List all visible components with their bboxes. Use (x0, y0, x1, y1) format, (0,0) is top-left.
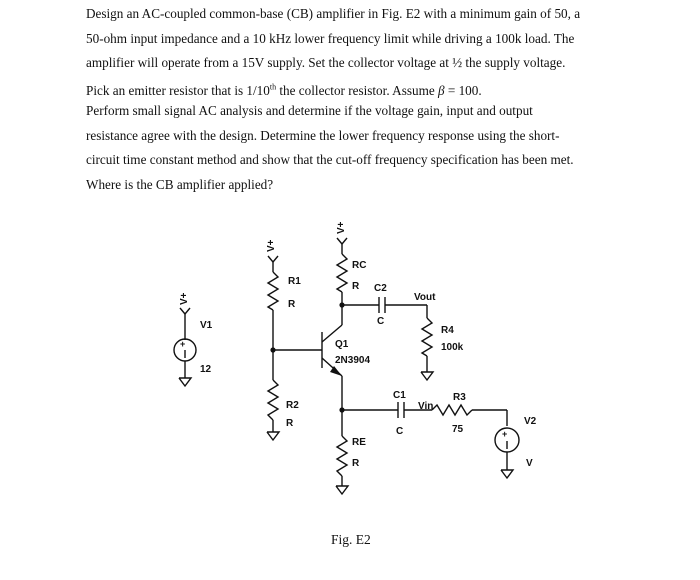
r1-value-label: R (288, 299, 296, 310)
problem-line: Perform small signal AC analysis and determine if the voltage gain, input and output (86, 103, 533, 118)
v2-source (495, 428, 519, 478)
vplus-supply-v1 (179, 292, 190, 314)
problem-line: resistance agree with the design. Determine the lower frequency response using the short- (86, 127, 560, 143)
problem-line: Design an AC-coupled common-base (CB) amplifier in Fig. E2 with a minimum gain of 50, a (86, 6, 581, 21)
r1-resistor (268, 262, 278, 350)
r1-name-label: R1 (288, 276, 301, 287)
c1-name-label: C1 (393, 390, 406, 401)
q1-model-label: 2N3904 (335, 355, 371, 366)
c1-value-label: C (396, 426, 404, 437)
r4-name-label: R4 (441, 325, 454, 336)
v2-value-label: V (526, 458, 533, 469)
vout-label: Vout (414, 292, 436, 303)
problem-line: 50-ohm input impedance and a 10 kHz lower frequency limit while driving a 100k load. The (86, 30, 575, 46)
r2-name-label: R2 (286, 400, 299, 411)
figure-caption: Fig. E2 (331, 532, 371, 547)
v1-name-label: V1 (200, 320, 213, 331)
c2-capacitor (379, 297, 385, 313)
r3-name-label: R3 (453, 392, 466, 403)
vplus-supply-r1 (266, 239, 278, 262)
rc-value-label: R (352, 281, 360, 292)
beta-symbol: β (437, 83, 445, 99)
problem-line: Where is the CB amplifier applied? (86, 176, 274, 192)
problem-line: amplifier will operate from a 15V supply. Set the collector voltage at ½ the supply voltage. (86, 55, 566, 71)
v1-source (174, 314, 196, 386)
re-value-label: R (352, 458, 360, 469)
svg-text:V+: V+ (266, 239, 277, 252)
v2-name-label: V2 (524, 416, 537, 427)
q1-transistor (322, 325, 342, 410)
c2-value-label: C (377, 316, 385, 327)
svg-text:+: + (180, 339, 186, 349)
problem-line: circuit time constant method and show that the cut-off frequency specification has been met. (86, 152, 574, 168)
svg-text:+: + (502, 429, 508, 439)
r3-value-label: 75 (452, 424, 464, 435)
re-name-label: RE (352, 437, 366, 448)
re-resistor (336, 410, 348, 494)
r3-resistor (432, 405, 507, 426)
v1-value-label: 12 (200, 364, 212, 375)
q1-name-label: Q1 (335, 339, 349, 350)
problem-line: Pick an emitter resistor that is 1/10th the collector resistor. Assume β = 100. (86, 82, 482, 99)
r2-resistor (267, 350, 279, 440)
rc-resistor (337, 244, 347, 325)
c2-name-label: C2 (374, 283, 387, 294)
svg-text:V+: V+ (336, 221, 347, 234)
vin-label: Vin (418, 401, 434, 412)
r4-value-label: 100k (441, 342, 464, 353)
r2-value-label: R (286, 418, 294, 429)
vplus-supply-rc (336, 221, 347, 244)
r4-resistor (421, 305, 433, 380)
rc-name-label: RC (352, 260, 367, 271)
svg-text:V+: V+ (179, 292, 190, 305)
ordinal-superscript: th (269, 82, 277, 92)
c1-capacitor (398, 402, 404, 418)
